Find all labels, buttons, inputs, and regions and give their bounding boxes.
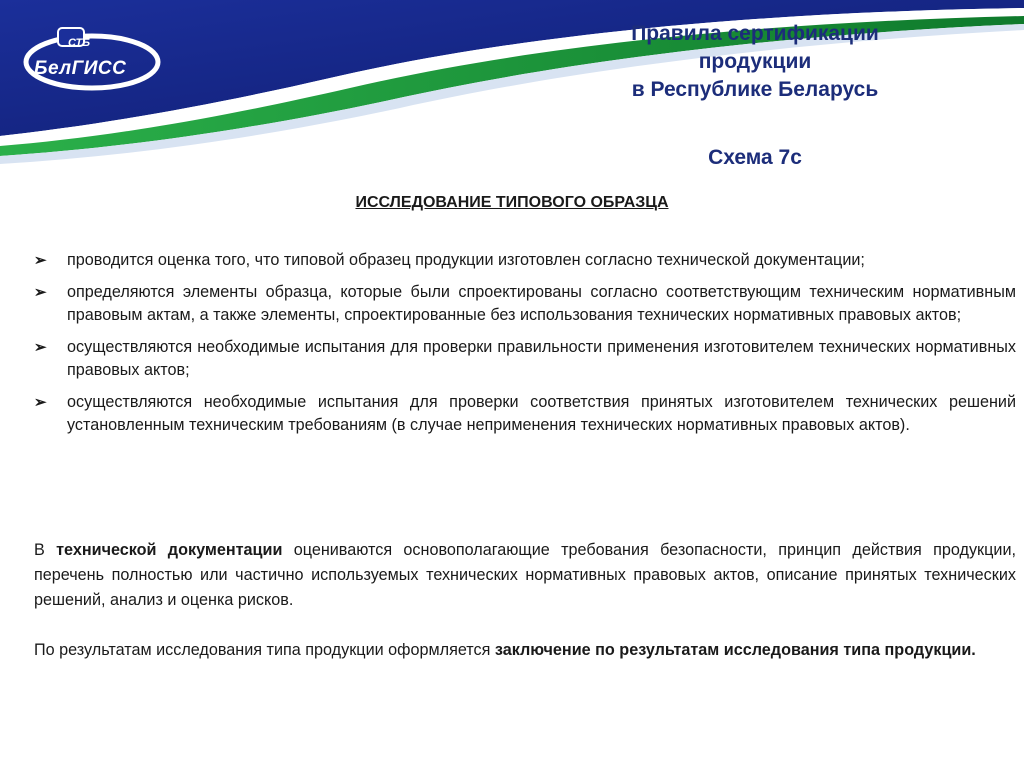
paragraph-prefix: В — [34, 541, 57, 559]
scheme-label: Схема 7с — [708, 146, 802, 169]
logo-text: БелГИСС — [34, 58, 127, 79]
logo-mini-text: СТБ — [68, 37, 91, 49]
paragraph-text: оцениваются основополагающие требования безопасности, принцип действия продукции, перечень полностью или частично используемых технических нормативных правовых актов, описание принятых технических решений, анализ и оценка рисков. — [34, 541, 1016, 609]
list-item-text: осуществляются необходимые испытания для проверки соответствия принятых изготовителем технических решений установленным техническим требованиям (в случае неприменения технических нормативных правовых актов). — [67, 393, 1016, 434]
arrow-bullet-icon: ➢ — [34, 339, 47, 356]
title-line: продукции — [698, 50, 812, 73]
bullet-list — [34, 249, 1016, 446]
belgiss-logo — [22, 22, 162, 94]
paragraph-bold-term: заключение по результатам исследования типа продукции. — [494, 641, 976, 659]
paragraph-bold-term: технической документации — [56, 541, 283, 559]
list-item — [34, 249, 1016, 272]
arrow-bullet-icon: ➢ — [34, 394, 47, 411]
list-item-text: проводится оценка того, что типовой образец продукции изготовлен согласно технической документации; — [67, 251, 865, 269]
title-line: в Республике Беларусь — [631, 78, 879, 101]
title-line: Правила сертификации — [631, 22, 879, 45]
page-title — [560, 20, 950, 104]
paragraph-text: По результатам исследования типа продукции оформляется — [34, 641, 495, 659]
list-item — [34, 281, 1016, 327]
conclusion-paragraph — [34, 638, 1016, 663]
arrow-bullet-icon: ➢ — [34, 284, 47, 301]
section-title: ИССЛЕДОВАНИЕ ТИПОВОГО ОБРАЗЦА — [355, 194, 669, 211]
list-item-text: определяются элементы образца, которые были спроектированы согласно соответствующим техническим нормативным правовым актам, а также элементы, спроектированные без использования технических нормативных правовых актов; — [67, 283, 1016, 324]
list-item — [34, 391, 1016, 437]
technical-documentation-paragraph — [34, 538, 1016, 613]
arrow-bullet-icon: ➢ — [34, 252, 47, 269]
list-item-text: осуществляются необходимые испытания для проверки правильности применения изготовителем технических нормативных правовых актов; — [67, 338, 1016, 379]
list-item — [34, 336, 1016, 382]
